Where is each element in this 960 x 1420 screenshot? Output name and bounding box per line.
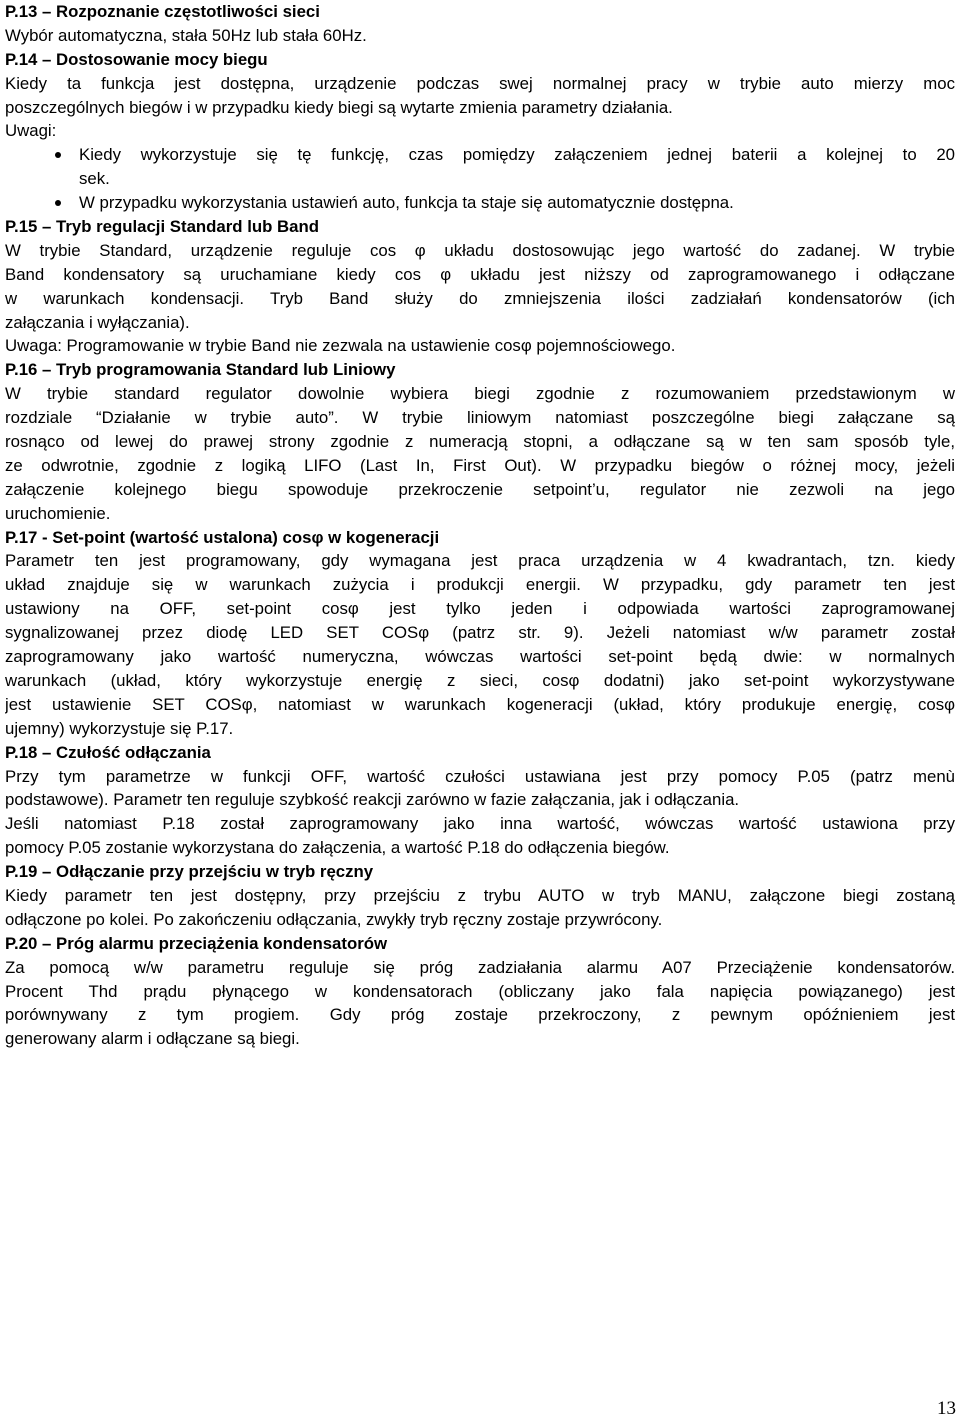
bullet-dot-icon [55,200,61,206]
document-page [5,0,955,1051]
paragraph-line: ze odwrotnie, zgodnie z logiką LIFO (Last In, First Out). W przypadku biegów o różnej mocy, jeżeli [5,455,955,475]
paragraph-line: Wybór automatyczna, stała 50Hz lub stała 60Hz. [5,25,367,45]
paragraph-line: Uwaga: Programowanie w trybie Band nie zezwala na ustawienie cosφ pojemnościowego. [5,336,676,356]
bullet-text: Kiedy wykorzystuje się tę funkcję, czas pomiędzy załączeniem jednej baterii a kolejnej to 20 [79,145,955,165]
paragraph-line: poszczególnych biegów i w przypadku kiedy biegi są wytarte zmienia parametry działania. [5,97,673,117]
page-number: 13 [937,1398,956,1419]
paragraph-line: ujemny) wykorzystuje się P.17. [5,718,234,738]
paragraph-line: jest ustawienie SET COSφ, natomiast w warunkach kogeneracji (układ, który produkuje energię, cosφ [5,694,955,714]
paragraph-line: załączenie kolejnego biegu spowoduje przekroczenie setpoint’u, regulator nie zezwoli na jego [5,479,955,499]
notes-label: Uwagi: [5,121,57,141]
section-heading-p15: P.15 – Tryb regulacji Standard lub Band [5,217,319,237]
section-heading-p18: P.18 – Czułość odłączania [5,742,211,762]
paragraph-line: porównywany z tym progiem. Gdy próg zostaje przekroczony, z pewnym opóźnieniem jest [5,1005,955,1025]
section-heading-p19: P.19 – Odłączanie przy przejściu w tryb ręczny [5,862,374,882]
paragraph-line: W trybie standard regulator dowolnie wybiera biegi zgodnie z rozumowaniem przedstawionym w [5,384,955,404]
bullet-dot-icon [55,152,61,158]
section-heading-p16: P.16 – Tryb programowania Standard lub Liniowy [5,360,396,380]
bullet-item [5,191,955,215]
paragraph-line: rozdziale “Działanie w trybie auto”. W trybie liniowym natomiast poszczególne biegi załączane są [5,408,955,428]
paragraph-line: odłączone po kolei. Po zakończeniu odłączania, zwykły tryb ręczny zostaje przywrócony. [5,909,663,929]
paragraph-line: ustawiony na OFF, set-point cosφ jest tylko jeden i odpowiada wartości zaprogramowanej [5,599,955,619]
paragraph-line: Parametr ten jest programowany, gdy wymagana jest praca urządzenia w 4 kwadrantach, tzn. kiedy [5,551,955,571]
paragraph-line: rosnąco od lewej do prawej strony zgodnie z numeracją stopni, a odłączane są w ten sam sposób tyle, [5,432,955,452]
paragraph-line: Jeśli natomiast P.18 został zaprogramowany jako inna wartość, wówczas wartość ustawiona przy [5,814,955,834]
bullet-text: W przypadku wykorzystania ustawień auto, funkcja ta staje się automatycznie dostępna. [79,193,734,213]
bullet-item [5,143,955,167]
paragraph-line: Procent Thd prądu płynącego w kondensatorach (obliczany jako fala napięcia powiązanego) jest [5,981,955,1001]
bullet-continuation: sek. [79,169,110,189]
paragraph-line: Za pomocą w/w parametru reguluje się próg zadziałania alarmu A07 Przeciążenie kondensatorów. [5,957,955,977]
paragraph-line: warunkach (układ, który wykorzystuje energię z sieci, cosφ dodatni) jako set-point wykorzystywane [5,670,955,690]
paragraph-line: W trybie Standard, urządzenie reguluje cos φ układu dostosowując jego wartość do zadanej. W trybie [5,240,955,260]
section-heading-p20: P.20 – Próg alarmu przeciążenia kondensatorów [5,933,388,953]
paragraph-line: Kiedy ta funkcja jest dostępna, urządzenie podczas swej normalnej pracy w trybie auto mierzy moc [5,73,955,93]
paragraph-line: układ znajduje się w warunkach zużycia i produkcji energii. W przypadku, gdy parametr ten jest [5,575,955,595]
section-heading-p14: P.14 – Dostosowanie mocy biegu [5,49,268,69]
paragraph-line: zaprogramowany jako wartość numeryczna, wówczas wartości set-point będą dwie: w normalnych [5,647,955,667]
paragraph-line: podstawowe). Parametr ten reguluje szybkość reakcji zarówno w fazie załączania, jak i odłączania. [5,790,740,810]
paragraph-line: Przy tym parametrze w funkcji OFF, wartość czułości ustawiana jest przy pomocy P.05 (patrz menù [5,766,955,786]
paragraph-line: Kiedy parametr ten jest dostępny, przy przejściu z trybu AUTO w tryb MANU, załączone biegi zostaną [5,885,955,905]
paragraph-line: w warunkach kondensacji. Tryb Band służy do zmniejszenia ilości zadziałań kondensatorów (ich [5,288,955,308]
paragraph-line: załączania i wyłączania). [5,312,190,332]
paragraph-line: Band kondensatory są uruchamiane kiedy cos φ układu jest niższy od zaprogramowanego i odłączane [5,264,955,284]
section-heading-p17: P.17 - Set-point (wartość ustalona) cosφ w kogeneracji [5,527,440,547]
paragraph-line: pomocy P.05 zostanie wykorzystana do załączenia, a wartość P.18 do odłączenia biegów. [5,838,670,858]
section-heading-p13: P.13 – Rozpoznanie częstotliwości sieci [5,2,320,21]
paragraph-line: generowany alarm i odłączane są biegi. [5,1029,300,1049]
paragraph-line: uruchomienie. [5,503,111,523]
paragraph-line: sygnalizowanej przez diodę LED SET COSφ (patrz str. 9). Jeżeli natomiast w/w parametr został [5,623,955,643]
